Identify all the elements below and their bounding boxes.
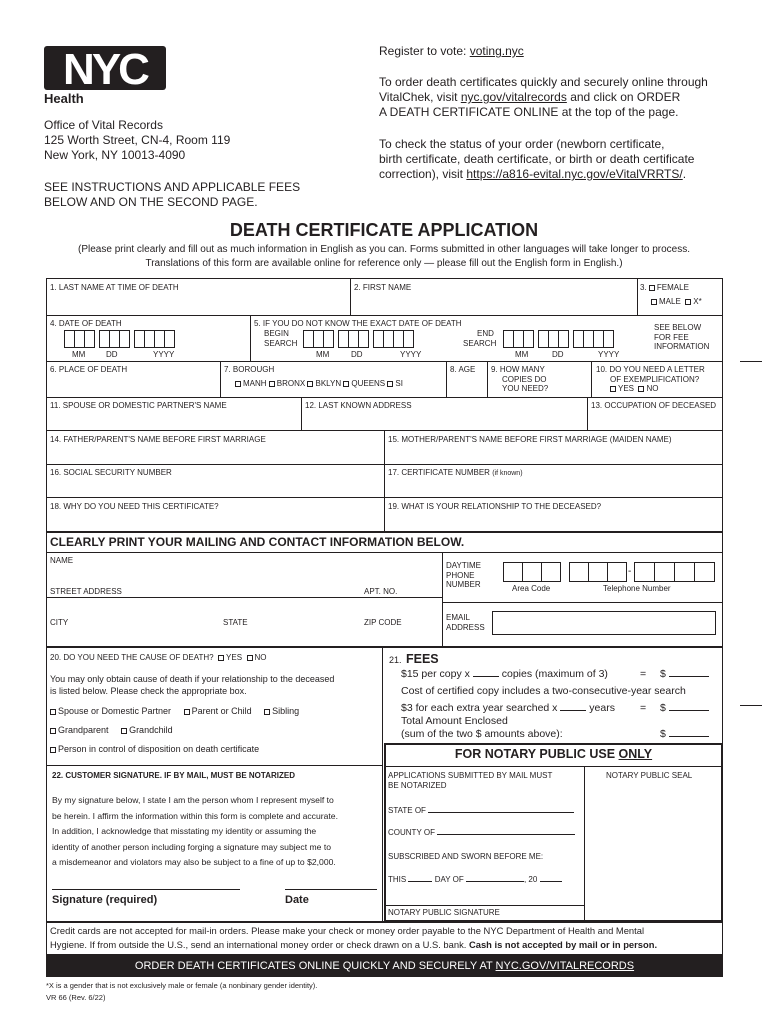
order-text: VitalChek, visit	[379, 90, 461, 104]
status-line	[379, 167, 694, 182]
control-label: Person in control of disposition on death certificate	[58, 744, 260, 754]
name-label: NAME	[50, 556, 74, 565]
total-sum-label: (sum of the two $ amounts above):	[401, 728, 563, 740]
place-of-death-label: 6. PLACE OF DEATH	[50, 365, 128, 374]
mm-label: MM	[515, 350, 529, 359]
yes-label: YES	[226, 653, 243, 662]
cause-note	[50, 673, 334, 697]
affirmation-line: By my signature below, I state I am the person whom I represent myself to	[52, 795, 334, 805]
nyc-logo	[44, 44, 166, 92]
telephone-label: Telephone Number	[603, 584, 671, 593]
state-of-row	[388, 806, 574, 816]
bronx-checkbox[interactable]	[269, 381, 275, 387]
mother-name-label: 15. MOTHER/PARENT'S NAME BEFORE FIRST MARRIAGE (MAIDEN NAME)	[388, 435, 672, 444]
city-label: CITY	[50, 618, 69, 627]
x-label: X*	[693, 297, 702, 306]
fee-amount-total	[660, 726, 709, 742]
copies-line: COPIES DO	[502, 374, 547, 384]
notary-mail-note	[388, 771, 552, 790]
date-label: Date	[285, 894, 309, 906]
relationship-options-2	[50, 725, 173, 735]
office-line: 125 Worth Street, CN-4, Room 119	[44, 133, 231, 147]
affirmation-line: be herein. I affirm the information within this form is complete and accurate.	[52, 810, 338, 821]
fees-line-2: Cost of certified copy includes a two-consecutive-year search	[401, 685, 686, 697]
subtitle-line: Translations of this form are available online for reference only — please fill out the English form in English.)	[145, 258, 623, 269]
certificate-number-text: 17. CERTIFICATE NUMBER	[388, 468, 490, 477]
mailing-name-field[interactable]	[50, 568, 438, 586]
fee-per-copy-text: $15 per copy x	[401, 668, 470, 680]
parent-label: Parent or Child	[191, 706, 252, 716]
notary-mail-line: BE NOTARIZED	[388, 780, 447, 790]
fee-info-note	[654, 323, 709, 352]
margin-mark	[740, 361, 762, 362]
gender-label: 3.	[640, 283, 647, 292]
grandparent-checkbox[interactable]	[50, 728, 56, 734]
sibling-label: Sibling	[272, 706, 300, 716]
phone-dash: -	[628, 566, 632, 577]
last-name-label: 1. LAST NAME AT TIME OF DEATH	[50, 283, 179, 292]
copies-count-blank[interactable]	[473, 676, 499, 677]
total-label: Total Amount Enclosed	[401, 715, 508, 727]
voting-link[interactable]: voting.nyc	[469, 44, 524, 58]
state-of-label: STATE OF	[388, 806, 426, 815]
cause-note-line: is listed below. Please check the appropriate box.	[50, 686, 247, 696]
county-of-blank[interactable]	[437, 834, 575, 835]
borough-options	[235, 379, 403, 389]
certificate-number-note: (if known)	[492, 470, 523, 477]
order-info	[379, 75, 708, 120]
cause-yes-checkbox[interactable]	[218, 655, 224, 661]
year-label: , 20	[523, 875, 538, 884]
affirmation-line: In addition, I acknowledge that misstating my identity or assuming the	[52, 826, 317, 836]
x-checkbox[interactable]	[685, 299, 691, 305]
spouse-label: Spouse or Domestic Partner	[58, 706, 172, 716]
male-label: MALE	[659, 297, 681, 306]
copies-line: 9. HOW MANY	[491, 365, 545, 374]
status-text: .	[682, 167, 687, 181]
bklyn-checkbox[interactable]	[307, 381, 313, 387]
logo-text: NYC	[63, 45, 147, 92]
exemplification-line: OF EXEMPLIFICATION?	[610, 374, 700, 384]
reason-label: 18. WHY DO YOU NEED THIS CERTIFICATE?	[50, 502, 219, 511]
father-name-label: 14. FATHER/PARENT'S NAME BEFORE FIRST MARRIAGE	[50, 435, 266, 444]
dollar-sign: $	[660, 728, 666, 740]
end-label: END	[477, 329, 494, 338]
logo-subtitle: Health	[44, 91, 84, 106]
sworn-label: SUBSCRIBED AND SWORN BEFORE ME:	[388, 852, 544, 861]
cause-note-line: You may only obtain cause of death if your relationship to the deceased	[50, 674, 335, 684]
si-checkbox[interactable]	[387, 381, 393, 387]
fees-number: 21.	[389, 655, 402, 665]
this-label: THIS	[388, 875, 407, 884]
order-line	[379, 90, 708, 105]
no-label: NO	[646, 384, 659, 393]
relationship-options-1	[50, 706, 299, 716]
grandchild-checkbox[interactable]	[121, 728, 127, 734]
notary-mail-line: APPLICATIONS SUBMITTED BY MAIL MUST	[388, 771, 553, 780]
extra-years-text: $3 for each extra year searched x	[401, 702, 558, 714]
gender-options-2	[651, 297, 702, 307]
phone-line-cells[interactable]	[634, 562, 714, 582]
unknown-date-label: 5. IF YOU DO NOT KNOW THE EXACT DATE OF DEATH	[254, 319, 462, 328]
years-text: years	[589, 702, 615, 714]
phone-label-line: PHONE	[446, 570, 475, 580]
queens-checkbox[interactable]	[343, 381, 349, 387]
cash-warning: Cash is not accepted by mail or in person.	[468, 939, 658, 950]
signature-label: Signature (required)	[52, 894, 158, 906]
queens-label: QUEENS	[351, 379, 386, 388]
apt-label: APT. NO.	[364, 587, 398, 596]
borough-label: 7. BOROUGH	[224, 365, 275, 374]
zip-label: ZIP CODE	[364, 618, 402, 627]
phone-prefix-cells[interactable]	[569, 562, 626, 582]
mm-label: MM	[72, 350, 86, 359]
relationship-options-3	[50, 744, 259, 754]
spouse-checkbox[interactable]	[50, 709, 56, 715]
years-amount-blank[interactable]	[669, 710, 709, 711]
no-label: NO	[254, 653, 267, 662]
bklyn-label: BKLYN	[315, 379, 342, 388]
yyyy-label: YYYY	[153, 350, 175, 359]
dd-label: DD	[106, 350, 118, 359]
signature-affirmation	[52, 793, 338, 871]
phone-label	[446, 561, 481, 590]
copies-amount-blank[interactable]	[669, 676, 709, 677]
search-label: SEARCH	[463, 339, 497, 348]
gender-footnote: *X is a gender that is not exclusively male or female (a nonbinary gender identity).	[46, 981, 318, 990]
state-of-blank[interactable]	[428, 812, 574, 813]
search-label: SEARCH	[264, 339, 298, 348]
first-name-field[interactable]	[354, 294, 634, 314]
yes-label: YES	[618, 384, 635, 393]
exemplification-yes-checkbox[interactable]	[610, 386, 616, 392]
gender-options	[640, 283, 689, 293]
banner-link[interactable]: NYC.GOV/VITALRECORDS	[495, 960, 635, 972]
instructions-line: SEE INSTRUCTIONS AND APPLICABLE FEES	[44, 180, 301, 194]
dd-label: DD	[351, 350, 363, 359]
dollar-sign: $	[660, 702, 666, 714]
bronx-label: BRONX	[276, 379, 306, 388]
instructions-note	[44, 180, 300, 210]
email-field[interactable]	[492, 611, 716, 635]
notary-only-text: ONLY	[618, 747, 653, 761]
copies-label	[491, 365, 548, 394]
email-label-line: ADDRESS	[446, 622, 485, 632]
payment-text: Hygiene. If from outside the U.S., send an international money order or check drawn on a U.S. bank.	[50, 939, 469, 950]
end-search-cells[interactable]	[503, 330, 613, 348]
fees-line-3	[401, 700, 615, 716]
margin-mark	[740, 705, 762, 706]
phone-label-line: DAYTIME	[446, 561, 481, 570]
female-checkbox[interactable]	[649, 285, 655, 291]
evital-link[interactable]: https://a816-evital.nyc.gov/eVitalVRRTS/	[466, 167, 683, 181]
dd-label: DD	[552, 350, 564, 359]
cause-question	[50, 653, 267, 663]
copies-line: YOU NEED?	[502, 384, 549, 393]
fees-line-1	[401, 666, 608, 682]
county-of-row	[388, 828, 575, 838]
total-amount-blank[interactable]	[669, 736, 709, 737]
status-line: birth certificate, death certificate, or birth or death certificate	[379, 152, 695, 166]
address-label: 12. LAST KNOWN ADDRESS	[305, 401, 412, 410]
day-blank[interactable]	[408, 881, 432, 882]
fee-amount-1	[660, 666, 709, 682]
fee-equals-2	[640, 700, 646, 716]
first-name-label: 2. FIRST NAME	[354, 283, 412, 292]
phone-label-line: NUMBER	[446, 580, 481, 589]
page-title: DEATH CERTIFICATE APPLICATION	[229, 220, 539, 240]
form-revision: VR 66 (Rev. 6/22)	[46, 993, 106, 1002]
payment-note	[50, 924, 720, 952]
affirmation-line: identity of another person including forging a signature may subject me to	[52, 841, 331, 852]
notary-seal-label: NOTARY PUBLIC SEAL	[606, 771, 693, 780]
grandchild-label: Grandchild	[129, 725, 173, 735]
male-checkbox[interactable]	[651, 299, 657, 305]
fee-info-line: FOR FEE	[654, 332, 689, 342]
control-checkbox[interactable]	[50, 747, 56, 753]
register-vote	[379, 44, 524, 59]
manh-checkbox[interactable]	[235, 381, 241, 387]
ssn-label: 16. SOCIAL SECURITY NUMBER	[50, 468, 172, 477]
date-of-death-cells[interactable]	[64, 330, 174, 348]
spouse-label: 11. SPOUSE OR DOMESTIC PARTNER'S NAME	[50, 401, 227, 410]
customer-signature-heading: 22. CUSTOMER SIGNATURE. IF BY MAIL, MUST BE NOTARIZED	[52, 771, 295, 780]
date-line[interactable]	[285, 889, 377, 890]
email-label-line: EMAIL	[446, 613, 471, 622]
signature-line[interactable]	[52, 889, 240, 890]
office-line: Office of Vital Records	[44, 118, 163, 132]
si-label: SI	[395, 379, 403, 388]
banner-text: ORDER DEATH CERTIFICATES ONLINE QUICKLY AND SECURELY AT	[134, 960, 496, 972]
begin-search-cells[interactable]	[303, 330, 413, 348]
begin-label: BEGIN	[264, 329, 289, 338]
nyc-logo-icon	[44, 44, 166, 92]
area-code-label: Area Code	[512, 584, 551, 593]
equals-sign: =	[640, 668, 647, 680]
order-text: and click on ORDER	[566, 90, 681, 104]
last-name-field[interactable]	[50, 294, 348, 314]
order-line: To order death certificates quickly and securely online through	[379, 75, 708, 89]
affirmation-line: a misdemeanor and violators may also be subject to a fine of up to $2,000.	[52, 857, 336, 867]
female-label: FEMALE	[656, 283, 689, 292]
payment-line: Credit cards are not accepted for mail-in orders. Please make your check or money order payable to the NYC Department of Health and Mental	[50, 925, 645, 936]
fee-info-line: INFORMATION	[654, 342, 710, 351]
payment-line	[50, 938, 720, 952]
month-blank[interactable]	[466, 881, 524, 882]
notary-heading	[384, 747, 723, 761]
street-label: STREET ADDRESS	[50, 587, 122, 596]
fees-title: FEES	[405, 652, 439, 666]
dollar-sign: $	[660, 668, 666, 680]
exemplification-line: 10. DO YOU NEED A LETTER	[596, 365, 705, 374]
exemplification-no-checkbox[interactable]	[638, 386, 644, 392]
cause-label: 20. DO YOU NEED THE CAUSE OF DEATH?	[50, 653, 214, 662]
sworn-date-row	[388, 875, 562, 885]
parent-checkbox[interactable]	[184, 709, 190, 715]
order-online-banner	[46, 955, 723, 977]
mailing-heading: CLEARLY PRINT YOUR MAILING AND CONTACT INFORMATION BELOW.	[50, 535, 465, 549]
email-label	[446, 613, 485, 632]
instructions-line: BELOW AND ON THE SECOND PAGE.	[44, 195, 258, 209]
register-label: Register to vote:	[379, 44, 470, 58]
office-line: New York, NY 10013-4090	[44, 148, 186, 162]
county-of-label: COUNTY OF	[388, 828, 435, 837]
age-label: 8. AGE	[450, 365, 476, 374]
fee-copies-text: copies (maximum of 3)	[501, 668, 608, 680]
occupation-label: 13. OCCUPATION OF DECEASED	[591, 401, 717, 410]
status-text: correction), visit	[379, 167, 467, 181]
years-count-blank[interactable]	[560, 710, 586, 711]
yyyy-label: YYYY	[598, 350, 620, 359]
fee-equals-1	[640, 666, 646, 682]
equals-sign: =	[640, 702, 647, 714]
manh-label: MANH	[243, 379, 267, 388]
mm-label: MM	[316, 350, 330, 359]
fee-info-line: SEE BELOW	[654, 323, 702, 332]
exemplification-label	[596, 365, 705, 394]
status-info	[379, 137, 694, 182]
area-code-cells[interactable]	[503, 562, 560, 582]
order-line: A DEATH CERTIFICATE ONLINE at the top of the page.	[379, 105, 679, 119]
fee-amount-2	[660, 700, 709, 716]
certificate-number-label	[388, 468, 523, 479]
fees-total	[401, 715, 563, 741]
subtitle-line: (Please print clearly and fill out as much information in English as you can. Forms submitted in other languages will take longer to process.	[78, 244, 690, 255]
notary-heading-text: FOR NOTARY PUBLIC USE	[454, 747, 619, 761]
state-label: STATE	[223, 618, 248, 627]
grandparent-label: Grandparent	[58, 725, 109, 735]
status-line: To check the status of your order (newborn certificate,	[379, 137, 665, 151]
relationship-label: 19. WHAT IS YOUR RELATIONSHIP TO THE DECEASED?	[388, 502, 602, 511]
year-blank[interactable]	[540, 881, 562, 882]
office-address	[44, 118, 230, 163]
vitalrecords-link[interactable]: nyc.gov/vitalrecords	[460, 90, 567, 104]
date-of-death-label: 4. DATE OF DEATH	[50, 319, 122, 328]
notary-signature-label: NOTARY PUBLIC SIGNATURE	[388, 908, 500, 917]
yyyy-label: YYYY	[400, 350, 422, 359]
day-of-label: DAY OF	[434, 875, 464, 884]
cause-no-checkbox[interactable]	[247, 655, 253, 661]
sibling-checkbox[interactable]	[264, 709, 270, 715]
